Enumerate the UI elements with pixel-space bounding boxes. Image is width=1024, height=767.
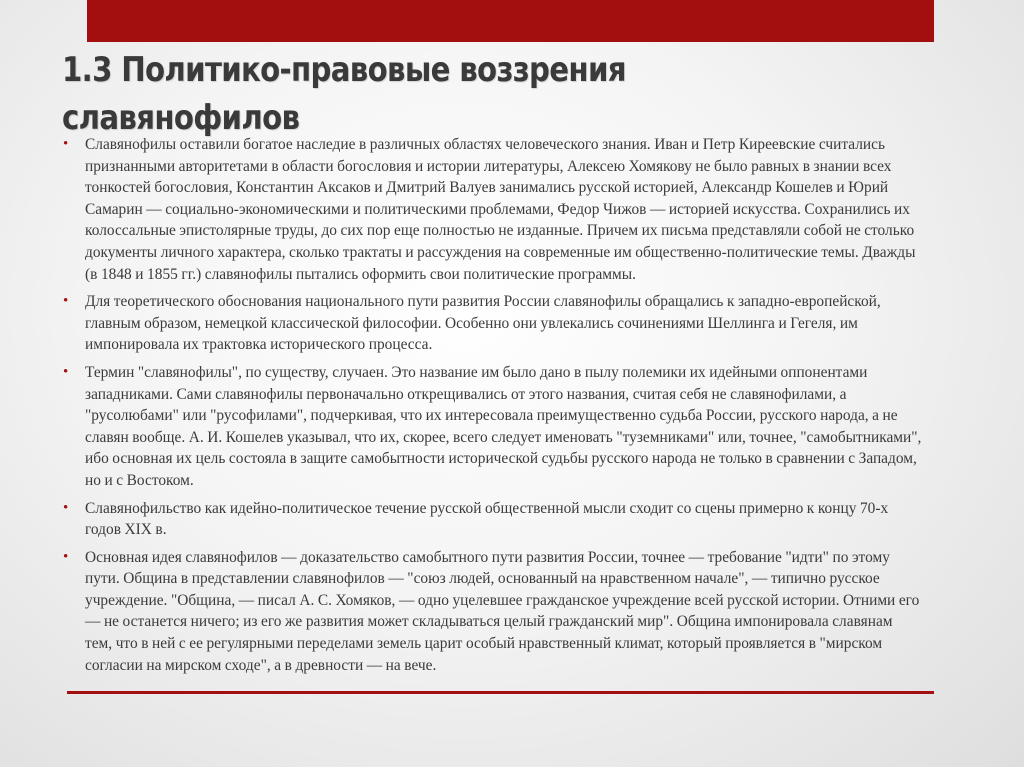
slide-title-line-1: 1.3 Политико-правовые воззрения	[62, 50, 626, 90]
bullet-text-5: Основная идея славянофилов — доказательство самобытного пути развития России, точнее — требование "идти" по этому пути. Община в представлении славянофилов — "союз людей, основанный на нравственном начале", — типично русское учреждение. "Община, — писал А. С. Хомяков, — одно уцелевшее гражданское учреждение всей русской истории. Отними его — не останется ничего; из его же развития может складываться целый гражданский мир". Община импонировала славянам тем, что в ней с ее регулярными переделами земель царит особый нравственный климат, который проявляется в "мирском согласии на мирском сходе", а в древности — на вече.	[85, 548, 920, 674]
bullet-item-2	[63, 291, 923, 356]
bullet-icon: •	[63, 136, 69, 152]
bullet-icon: •	[63, 363, 69, 380]
bullet-text-3: Термин "славянофилы", по существу, случаен. Это название им было дано в пылу полемики их идейными оппонентами западниками. Сами славянофилы первоначально открещивались от этого названия, считая себя не славянофилами, а "русолюбами" или "русофилами", подчеркивая, что их интересовала преимущественно судьба России, русского народа, а не славян вообще. А. И. Кошелев указывал, что их, скорее, всего следует именовать "туземниками" или, точнее, "самобытниками", ибо основная их цель состояла в защите самобытности исторической судьбы русского народа не только в сравнении с Западом, но и с Востоком.	[85, 363, 922, 489]
bullet-item-5	[63, 547, 923, 677]
bullet-icon: •	[63, 293, 69, 310]
bullet-item-1	[63, 134, 923, 285]
top-accent-bar	[87, 0, 934, 42]
bullet-item-4	[63, 498, 923, 541]
bullet-list	[63, 134, 923, 676]
bullet-text-1: Славянофилы оставили богатое наследие в различных областях человеческого знания. Иван и Петр Киреевские считались признанными авторитетами в области богословия и истории литературы, Алексею Хомякову не было равных в знании всех тонкостей богословия, Константин Аксаков и Дмитрий Валуев занимались русской историей, Александр Кошелев и Юрий Самарин — социально-экономическими и политическими проблемами, Федор Чижов — историей искусства. Сохранились их колоссальные эпистолярные труды, до сих пор еще полностью не изданные. Причем их письма представляли собой не столько документы личного характера, сколько трактаты и рассуждения на современные им общественно-политические темы. Дважды (в 1848 и 1855 гг.) славянофилы пытались оформить свои политические программы.	[85, 136, 916, 283]
bottom-divider-line	[67, 691, 934, 694]
bullet-icon: •	[63, 499, 69, 516]
bullet-icon: •	[63, 548, 69, 565]
slide-content	[63, 134, 923, 682]
bullet-text-2: Для теоретического обоснования национального пути развития России славянофилы обращались к западно-европейской, главным образом, немецкой классической философии. Особенно они увлекались сочинениями Шеллинга и Гегеля, им импонировала их трактовка исторического процесса.	[85, 293, 881, 354]
slide-title	[62, 46, 716, 142]
bullet-item-3	[63, 362, 923, 492]
slide-title-line-2: славянофилов	[62, 98, 300, 138]
bullet-text-4: Славянофильство как идейно-политическое течение русской общественной мысли сходит со сцены примерно к концу 70-х годов XIX в.	[85, 499, 889, 539]
